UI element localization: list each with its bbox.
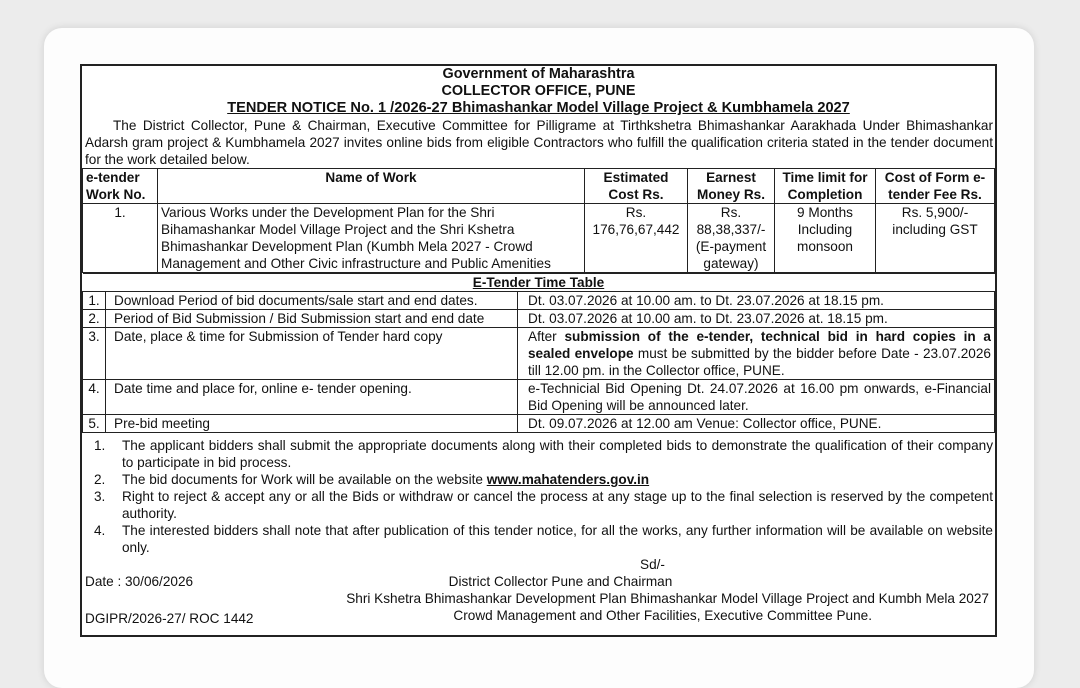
row-value: e-Technicial Bid Opening Dt. 24.07.2026 at 16.00 pm onwards, e-Financial Bid Opening will be announced later. xyxy=(518,380,995,415)
list-item xyxy=(82,471,993,488)
note-text xyxy=(122,471,649,488)
row-description: Date, place & time for Submission of Tender hard copy xyxy=(106,328,518,380)
row-value: Dt. 09.07.2026 at 12.00 am Venue: Collector office, PUNE. xyxy=(518,415,995,433)
row-number: 5. xyxy=(83,415,106,433)
signatory-title: District Collector Pune and Chairman xyxy=(448,574,673,589)
table-row xyxy=(83,328,995,380)
header-time-limit: Time limit for Completion xyxy=(775,169,876,204)
signatory-line-3: Crowd Management and Other Facilities, Executive Committee Pune. xyxy=(453,608,872,623)
value-bold-text: submission of the e-tender, technical bid in hard copies in a sealed envelope xyxy=(528,329,991,361)
table-row xyxy=(83,204,995,273)
row-number: 4. xyxy=(83,380,106,415)
name-of-work-cell: Various Works under the Development Plan for the Shri Bihamashankar Model Village Project and the Shri Kshetra Bhimashankar Development Plan (Kumbh Mela 2027 - Crowd Management and Other Civic infrastructure and Public Amenities xyxy=(158,204,585,273)
row-description: Pre-bid meeting xyxy=(106,415,518,433)
earnest-money-cell: Rs. 88,38,337/- (E-payment gateway) xyxy=(688,204,775,273)
header-earnest-money: Earnest Money Rs. xyxy=(688,169,775,204)
roc-number: DGIPR/2026-27/ ROC 1442 xyxy=(85,611,254,626)
header-form-fee: Cost of Form e-tender Fee Rs. xyxy=(876,169,995,204)
row-value: Dt. 03.07.2026 at 10.00 am. to Dt. 23.07.2026 at 18.15 pm. xyxy=(518,292,995,310)
signed-mark: Sd/- xyxy=(640,557,665,572)
table-row xyxy=(83,310,995,328)
note-text: Right to reject & accept any or all the Bids or withdraw or cancel the process at any stage up to the final selection is reserved by the competent authority. xyxy=(122,489,993,521)
row-description: Date time and place for, online e- tender opening. xyxy=(106,380,518,415)
tender-title: TENDER NOTICE No. 1 /2026-27 Bhimashankar Model Village Project & Kumbhamela 2027 xyxy=(227,100,850,116)
note-number: 4. xyxy=(94,523,106,538)
row-value: Dt. 03.07.2026 at 10.00 am. to Dt. 23.07.2026 at. 18.15 pm. xyxy=(518,310,995,328)
note-text: The interested bidders shall note that after publication of this tender notice, for all the works, any further information will be available on website only. xyxy=(122,523,993,555)
time-limit-cell: 9 Months Including monsoon xyxy=(775,204,876,273)
row-number: 2. xyxy=(83,310,106,328)
work-no-cell: 1. xyxy=(83,204,158,273)
row-description: Period of Bid Submission / Bid Submission start and end date xyxy=(106,310,518,328)
header-name-of-work: Name of Work xyxy=(158,169,585,204)
table-row xyxy=(83,380,995,415)
note-number: 1. xyxy=(94,438,106,453)
list-item xyxy=(82,437,993,471)
tender-notice xyxy=(80,64,997,637)
works-table xyxy=(82,168,995,273)
note-text-part: The bid documents for Work will be available on the website xyxy=(122,472,487,487)
note-number: 2. xyxy=(94,472,106,487)
notes-list xyxy=(82,433,995,556)
header-estimated-cost: Estimated Cost Rs. xyxy=(585,169,688,204)
row-number: 3. xyxy=(83,328,106,380)
signatory-line-2: Shri Kshetra Bhimashankar Development Plan Bhimashankar Model Village Project and Kumbh Mela 2027 xyxy=(346,591,989,606)
government-title: Government of Maharashtra xyxy=(442,66,635,82)
table-row xyxy=(83,415,995,433)
note-text: The applicant bidders shall submit the appropriate documents along with their completed bids to demonstrate the qualification of their company to participate in bid process. xyxy=(122,438,993,470)
header-work-no: e-tender Work No. xyxy=(83,169,158,204)
row-value xyxy=(518,328,995,380)
estimated-cost-cell: Rs. 176,76,67,442 xyxy=(585,204,688,273)
intro-paragraph: The District Collector, Pune & Chairman, Executive Committee for Pilligrame at Tirthkshetra Bhimashankar Aarakhada Under Bhimashankar Adarsh gram project & Kumbhamela 2027 invites online bids from eligible Contractors who fulfill the qualification criteria stated in the tender document for the work detailed below. xyxy=(85,118,993,167)
note-number: 3. xyxy=(94,489,106,504)
mahatenders-link[interactable]: www.mahatenders.gov.in xyxy=(486,472,650,487)
time-table xyxy=(82,273,995,433)
value-text: After xyxy=(528,329,565,344)
list-item xyxy=(82,488,993,522)
office-title: COLLECTOR OFFICE, PUNE xyxy=(441,83,636,99)
value-text: must be submitted by the bidder before Date - 23.07.2026 till 12.00 pm. in the Collector office, PUNE. xyxy=(528,346,991,378)
works-header-row xyxy=(83,169,995,204)
time-table-title: E-Tender Time Table xyxy=(83,274,995,292)
notice-date: Date : 30/06/2026 xyxy=(85,574,194,589)
list-item xyxy=(82,522,993,556)
table-row xyxy=(83,292,995,310)
form-fee-cell: Rs. 5,900/- including GST xyxy=(876,204,995,273)
signature-block xyxy=(82,556,995,632)
row-number: 1. xyxy=(83,292,106,310)
row-description: Download Period of bid documents/sale start and end dates. xyxy=(106,292,518,310)
